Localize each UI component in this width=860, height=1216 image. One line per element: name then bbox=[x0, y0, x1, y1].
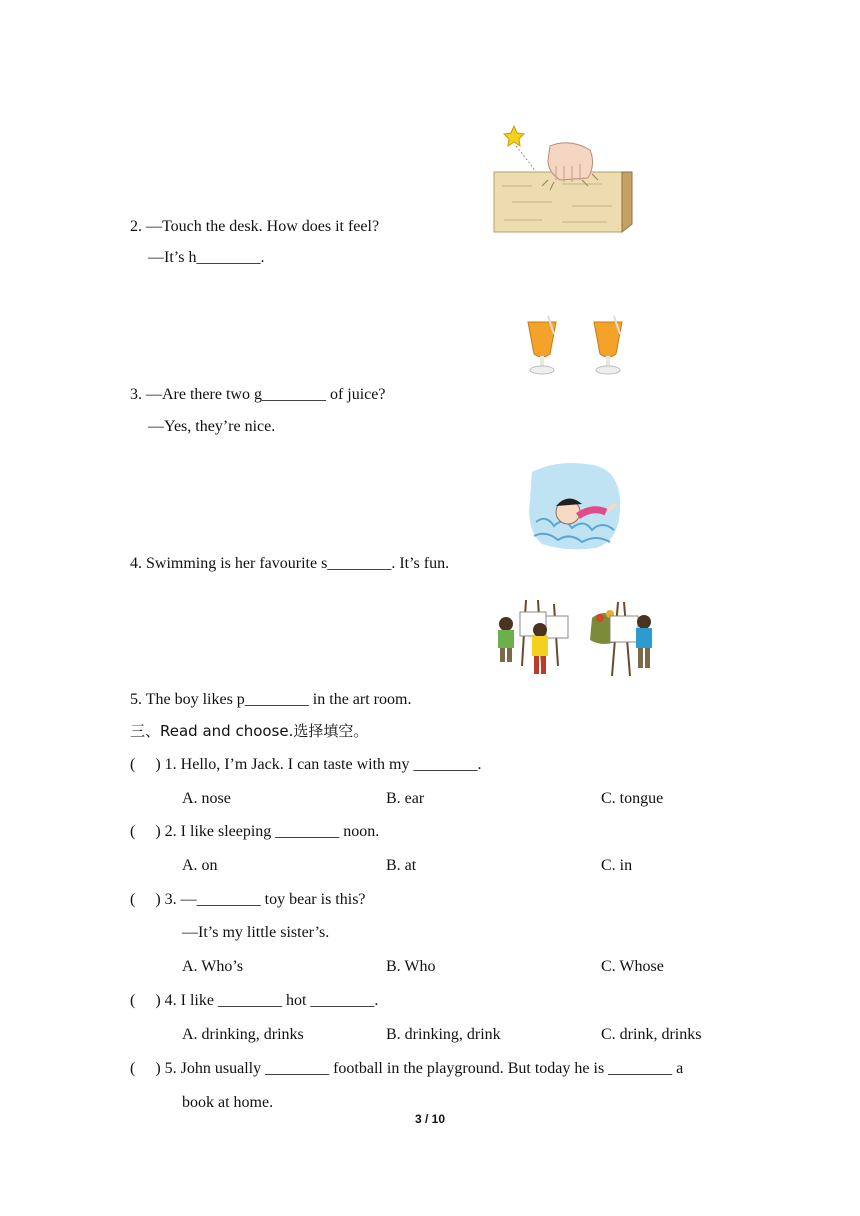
desk-touch-illustration bbox=[492, 124, 637, 236]
choice-question-1-option-b: B. ear bbox=[386, 790, 425, 807]
choice-question-5-stem: ( ) 5. John usually ________ football in the playground. But today he is ________ a bbox=[130, 1060, 684, 1077]
choice-question-1-stem: ( ) 1. Hello, I’m Jack. I can taste with my ________. bbox=[130, 756, 482, 773]
choice-question-3-option-b: B. Who bbox=[386, 958, 436, 975]
choice-question-1-option-c: C. tongue bbox=[601, 790, 664, 807]
section-3-heading: 三、Read and choose.选择填空。 bbox=[130, 722, 369, 740]
question-5-prompt: 5. The boy likes p________ in the art room. bbox=[130, 691, 412, 708]
glasses-of-juice-illustration bbox=[520, 314, 632, 378]
question-4-prompt: 4. Swimming is her favourite s________. It’s fun. bbox=[130, 555, 450, 572]
choice-question-2-option-b: B. at bbox=[386, 857, 417, 874]
choice-question-4-option-b: B. drinking, drink bbox=[386, 1026, 501, 1043]
page-number: 3 / 10 bbox=[414, 1112, 446, 1126]
choice-question-4-option-c: C. drink, drinks bbox=[601, 1026, 702, 1043]
choice-question-4-option-a: A. drinking, drinks bbox=[182, 1026, 304, 1043]
choice-question-5-stem-continued: book at home. bbox=[182, 1094, 274, 1111]
children-painting-illustration bbox=[492, 596, 660, 690]
question-3-prompt: 3. —Are there two g________ of juice? bbox=[130, 386, 386, 403]
choice-question-1-option-a: A. nose bbox=[182, 790, 231, 807]
girl-swimming-illustration bbox=[526, 460, 622, 552]
choice-question-3-option-a: A. Who’s bbox=[182, 958, 244, 975]
choice-question-4-stem: ( ) 4. I like ________ hot ________. bbox=[130, 992, 379, 1009]
choice-question-2-stem: ( ) 2. I like sleeping ________ noon. bbox=[130, 823, 380, 840]
question-2-answer-line: —It’s h________. bbox=[148, 249, 265, 266]
choice-question-2-option-a: A. on bbox=[182, 857, 218, 874]
choice-question-3-response: —It’s my little sister’s. bbox=[182, 924, 330, 941]
question-2-prompt: 2. —Touch the desk. How does it feel? bbox=[130, 218, 380, 235]
question-3-answer-line: —Yes, they’re nice. bbox=[148, 418, 276, 435]
choice-question-2-option-c: C. in bbox=[601, 857, 633, 874]
choice-question-3-option-c: C. Whose bbox=[601, 958, 664, 975]
choice-question-3-stem: ( ) 3. —________ toy bear is this? bbox=[130, 891, 366, 908]
